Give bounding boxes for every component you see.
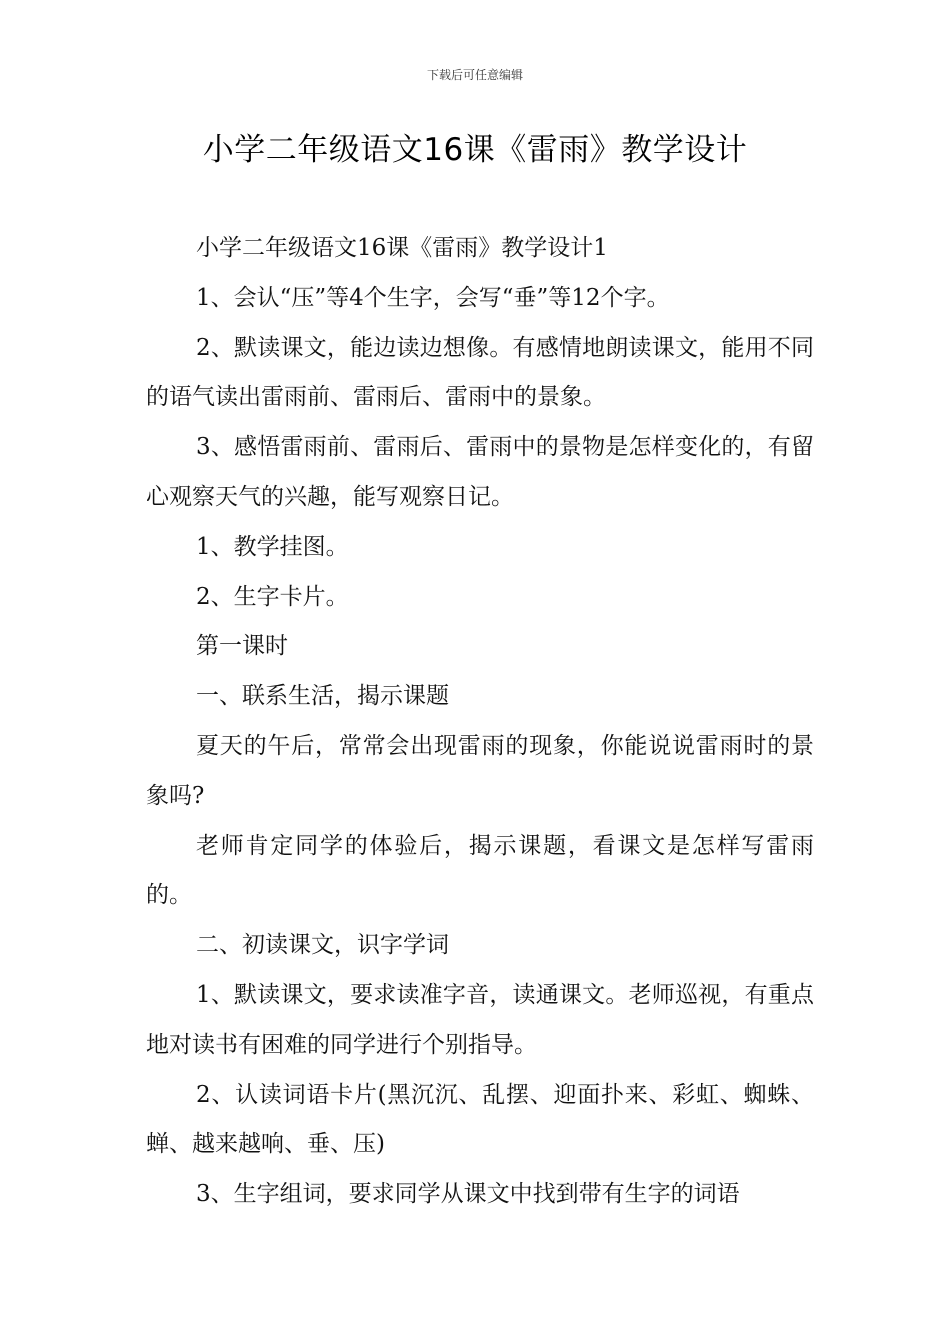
document-body <box>146 224 814 1220</box>
paragraph: 小学二年级语文16课《雷雨》教学设计1 <box>196 235 608 261</box>
paragraph: 第一课时 <box>196 633 288 660</box>
header-note: 下载后可任意编辑 <box>426 68 523 82</box>
paragraph: 3、生字组词，要求同学从课文中找到带有生字的词语 <box>196 1181 740 1208</box>
paragraph: 1、会认“压”等4个生字，会写“垂”等12个字。 <box>196 284 670 311</box>
paragraph: 1、默读课文，要求读准字音，读通课文。老师巡视，有重点地对读书有困难的同学进行个别指导。 <box>146 981 814 1058</box>
document-title: 小学二年级语文16课《雷雨》教学设计 <box>202 132 748 168</box>
paragraph: 3、感悟雷雨前、雷雨后、雷雨中的景物是怎样变化的，有留心观察天气的兴趣，能写观察日记。 <box>146 434 814 510</box>
paragraph: 2、生字卡片。 <box>196 583 349 610</box>
paragraph: 2、默读课文，能边读边想像。有感情地朗读课文，能用不同的语气读出雷雨前、雷雨后、雷雨中的景象。 <box>146 334 814 411</box>
paragraph: 2、认读词语卡片(黑沉沉、乱摆、迎面扑来、彩虹、蜘蛛、蝉、越来越响、垂、压) <box>146 1081 814 1158</box>
paragraph: 夏天的午后，常常会出现雷雨的现象，你能说说雷雨时的景象吗? <box>146 732 814 809</box>
paragraph: 一、联系生活，揭示课题 <box>196 683 449 710</box>
paragraph: 老师肯定同学的体验后，揭示课题，看课文是怎样写雷雨的。 <box>146 832 814 909</box>
paragraph: 1、教学挂图。 <box>196 533 349 560</box>
paragraph: 二、初读课文，识字学词 <box>196 932 449 959</box>
